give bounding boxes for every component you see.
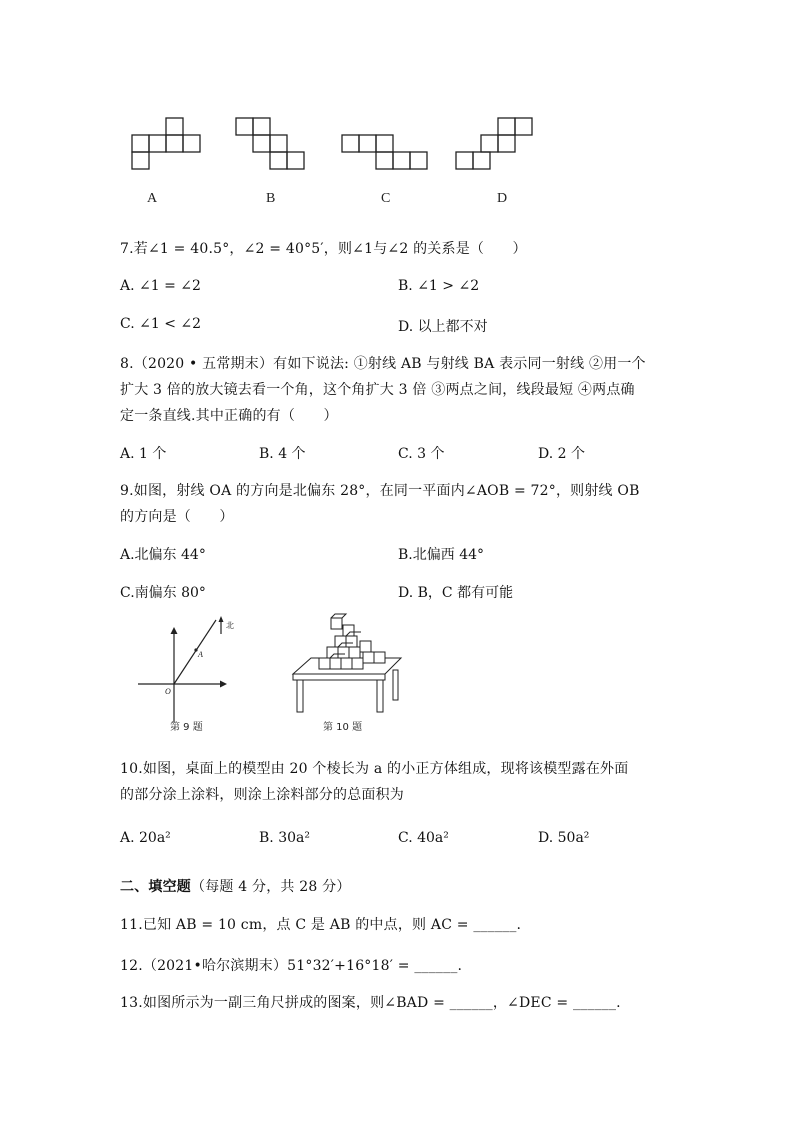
cube-nets-figure: [120, 110, 550, 215]
net-b: [236, 118, 304, 169]
q8-option-a: A. 1 个: [120, 446, 167, 462]
q11-text: 11.已知 AB = 10 cm，点 C 是 AB 的中点，则 AC = ______.: [120, 917, 522, 933]
net-a: [132, 118, 200, 169]
q9-option-b: B.北偏西 44°: [398, 547, 485, 563]
net-label-d: D: [497, 191, 508, 206]
fig9-north-label: 北: [226, 621, 234, 630]
q9-option-c: C.南偏东 80°: [120, 585, 206, 601]
fig9-point-o: O: [165, 687, 171, 696]
section-2-heading-row: [120, 876, 351, 896]
q10-option-d: D. 50a²: [538, 830, 590, 846]
q8-stem-line1: 8.（2020 • 五常期末）有如下说法: ①射线 AB 与射线 BA 表示同一射线 ②用一个: [120, 356, 646, 372]
fig10-caption: 第 10 题: [323, 722, 363, 733]
net-d: [456, 118, 532, 169]
q12-text: 12.（2021•哈尔滨期末）51°32′+16°18′ = ______.: [120, 958, 463, 974]
q9-option-d: D. B，C 都有可能: [398, 585, 514, 601]
q7-option-c: C. ∠1 < ∠2: [120, 316, 202, 332]
q10-option-a: A. 20a²: [120, 830, 171, 846]
section-2-note: （每题 4 分，共 28 分）: [191, 879, 351, 895]
q8-option-c: C. 3 个: [398, 446, 445, 462]
cube-stack: [319, 614, 385, 669]
q9-stem-line2: 的方向是（ ）: [120, 509, 234, 525]
q10-option-b: B. 30a²: [259, 830, 310, 846]
q8-stem-line3: 定一条直线.其中正确的有（ ）: [120, 408, 338, 424]
fig9-caption: 第 9 题: [170, 722, 203, 733]
q8-option-b: B. 4 个: [259, 446, 306, 462]
figure-q10-cube-model: [285, 612, 410, 736]
q10-stem-line2: 的部分涂上涂料，则涂上涂料部分的总面积为: [120, 787, 404, 803]
net-label-b: B: [266, 191, 276, 206]
q8-stem-line2: 扩大 3 倍的放大镜去看一个角，这个角扩大 3 倍 ③两点之间，线段最短 ④两点确: [120, 382, 635, 398]
q9-stem-line1: 9.如图，射线 OA 的方向是北偏东 28°，在同一平面内∠AOB = 72°，则射线 OB: [120, 483, 640, 499]
q7-stem: 7.若∠1 = 40.5°，∠2 = 40°5′，则∠1与∠2 的关系是（ ）: [120, 241, 527, 257]
net-label-c: C: [381, 191, 391, 206]
q7-option-d: D. 以上都不对: [398, 319, 488, 335]
net-label-a: A: [147, 191, 158, 206]
q13-text: 13.如图所示为一副三角尺拼成的图案，则∠BAD = ______，∠DEC = ______.: [120, 995, 621, 1011]
section-2-heading: 二、填空题: [120, 879, 191, 895]
q7-option-b: B. ∠1 > ∠2: [398, 278, 480, 294]
q8-option-d: D. 2 个: [538, 446, 585, 462]
q10-option-c: C. 40a²: [398, 830, 449, 846]
q7-option-a: A. ∠1 = ∠2: [120, 278, 201, 294]
q10-stem-line1: 10.如图，桌面上的模型由 20 个棱长为 a 的小正方体组成，现将该模型露在外面: [120, 761, 629, 777]
figure-q9-direction: [130, 612, 250, 736]
fig9-point-a: A: [198, 650, 203, 659]
q9-option-a: A.北偏东 44°: [120, 547, 206, 563]
net-c: [342, 135, 427, 169]
